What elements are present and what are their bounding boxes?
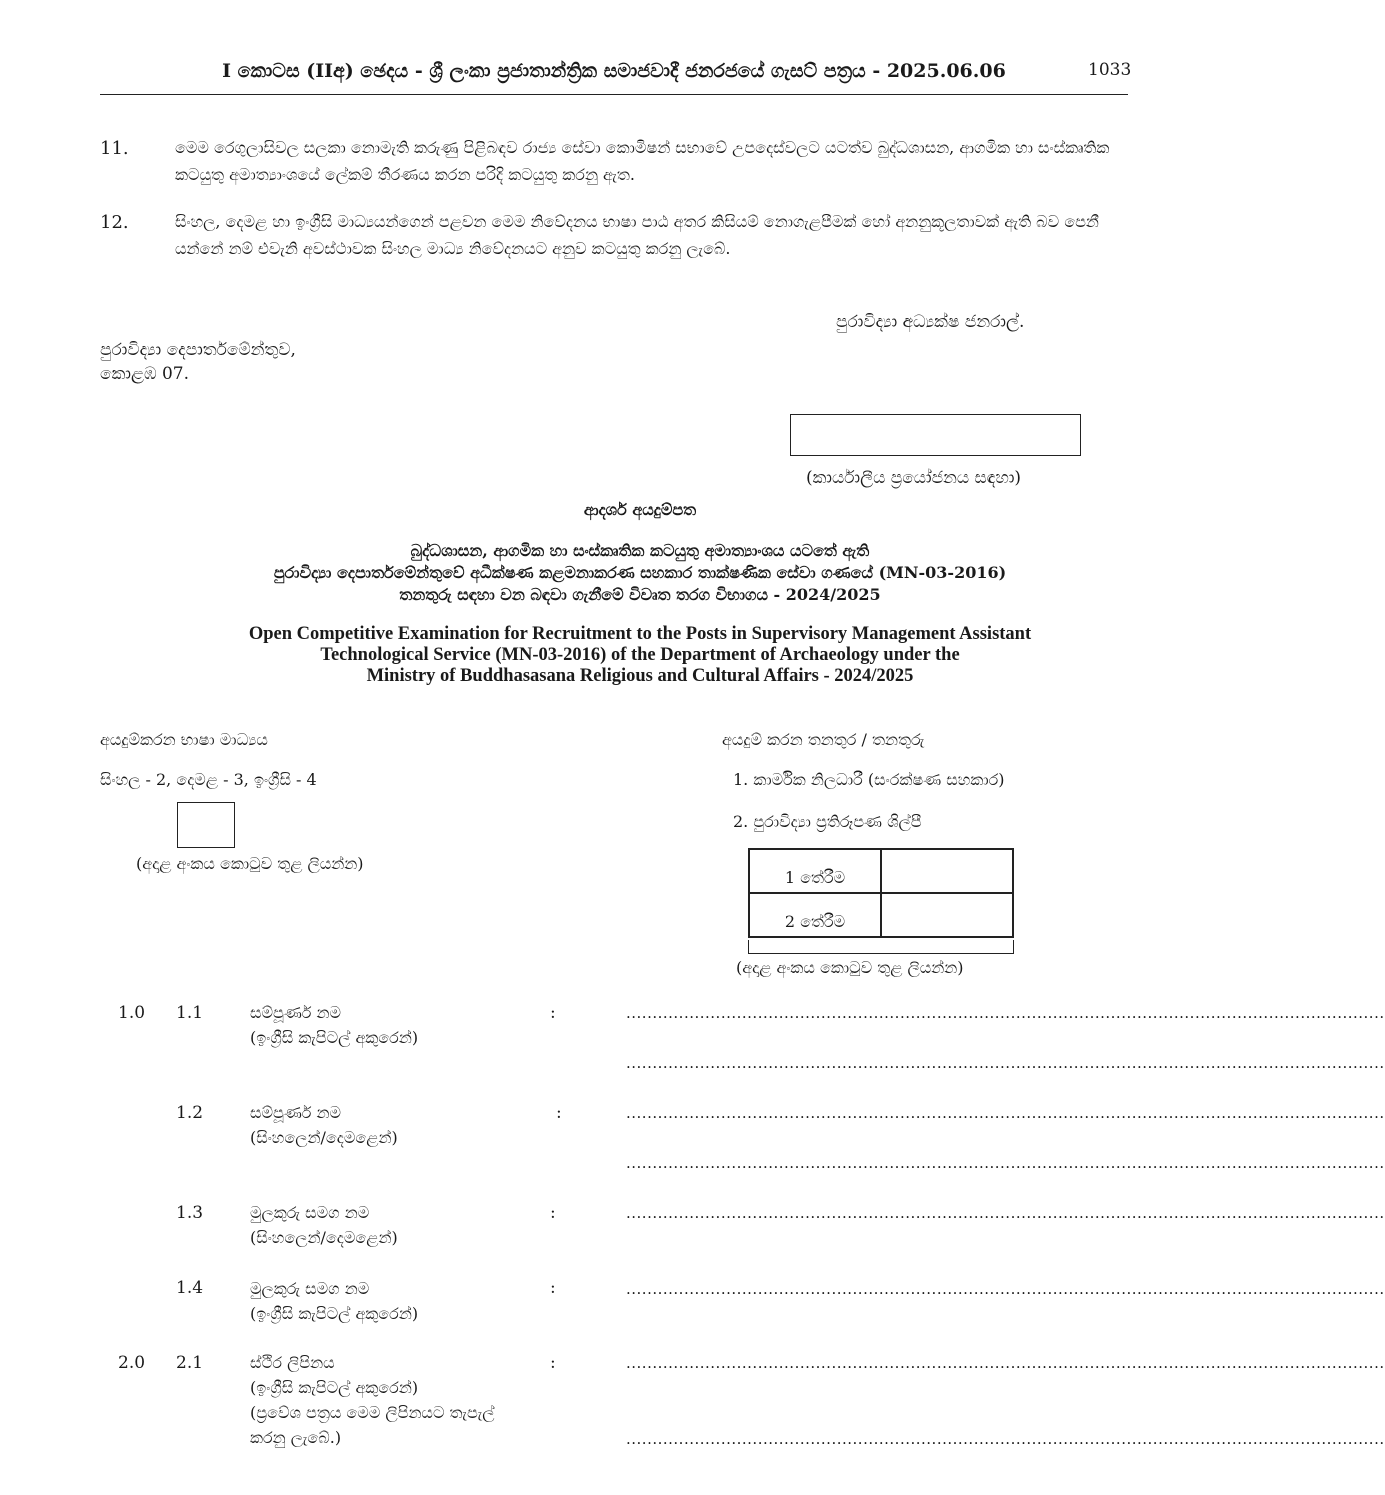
field-1-3-input-line[interactable]: ................................................................................................................................................	[626, 1204, 1385, 1222]
field-1-2-input-line-1[interactable]: ................................................................................................................................................	[626, 1104, 1385, 1122]
header-rule	[100, 94, 1128, 95]
choice-2-label: 2 තේරීම	[749, 893, 881, 937]
field-1-1-label-line-1: සම්පූර්ණ නම	[250, 1003, 342, 1022]
field-1-4-label	[250, 1276, 418, 1326]
choice-2-input[interactable]	[881, 893, 1013, 937]
language-options: සිංහල - 2, දෙමළ - 3, ඉංග්‍රීසි - 4	[100, 770, 317, 789]
field-1-1-input-line-1[interactable]: ................................................................................................................................................	[626, 1004, 1385, 1022]
language-entry-box[interactable]	[177, 802, 235, 848]
english-heading-line-3: Ministry of Buddhasasana Religious and Cultural Affairs - 2024/2025	[366, 666, 914, 686]
post-choice-table	[748, 848, 1014, 938]
address-line-1: පුරාවිද්‍යා දෙපාර්තමේන්තුව,	[100, 340, 296, 360]
field-2-1-number: 2.1	[176, 1353, 204, 1373]
clause-12-text: සිංහල, දෙමළ හා ඉංග්‍රීසි මාධ්‍යයන්ගෙන් පළවන මෙම නිවේදනය භාෂා පාඨ අතර කිසියම් නොගැළපීමක් හෝ අනනුකූලතාවක් ඇති බව පෙනී යන්නේ නම් එවැනි අවස්ථාවක සිංහල මාධ්‍ය නිවේදනයට අනුව කටයුතු කරනු ලැබේ.	[175, 212, 1099, 258]
field-1-4-label-line-2: (ඉංග්‍රීසි කැපිටල් අකුරෙන්)	[250, 1304, 419, 1323]
field-2-1-label-line-4: කරනු ලැබේ.)	[250, 1428, 342, 1447]
choice-row	[749, 849, 1013, 893]
address-line-2: කොළඹ 07.	[100, 364, 189, 384]
field-1-4-colon: :	[550, 1278, 556, 1298]
post-item-1: 1. කාර්මික නිලධාරී (සංරක්ෂණ සහකාර)	[733, 770, 1005, 789]
clause-12-number: 12.	[100, 212, 129, 233]
form-title: ආදර්ශ අයදුම්පත	[583, 500, 697, 519]
office-use-label: (කාර්යාලීය ප්‍රයෝජනය සඳහා)	[806, 468, 1022, 488]
language-label: අයදුම්කරන භාෂා මාධ්‍යය	[100, 730, 268, 749]
clause-11-number: 11.	[100, 138, 129, 159]
field-1-3-number: 1.3	[176, 1203, 204, 1223]
field-1-1-number: 1.1	[176, 1003, 204, 1023]
post-item-2: 2. පුරාවිද්‍යා ප්‍රතිරූපණ ශිල්පී	[733, 812, 922, 831]
field-2-1-label-line-1: ස්ථිර ලිපිනය	[250, 1353, 335, 1372]
choice-1-input[interactable]	[881, 849, 1013, 893]
english-heading-line-2: Technological Service (MN-03-2016) of the Department of Archaeology under the	[320, 645, 960, 665]
english-heading-line-1: Open Competitive Examination for Recruitment to the Posts in Supervisory Management Assistant	[248, 624, 1032, 644]
choice-row	[749, 893, 1013, 937]
field-1-1-label-line-2: (ඉංග්‍රීසි කැපිටල් අකුරෙන්)	[250, 1028, 419, 1047]
field-1-1-label	[250, 1000, 418, 1050]
section-1-number: 1.0	[118, 1003, 146, 1023]
choice-1-label: 1 තේරීම	[749, 849, 881, 893]
field-2-1-label-line-2: (ඉංග්‍රීසි කැපිටල් අකුරෙන්)	[250, 1378, 419, 1397]
field-1-2-label	[250, 1100, 398, 1150]
sinhala-heading-line-2: පුරාවිද්‍යා දෙපාර්තමේන්තුවේ අධීක්ෂණ කළමනාකරණ සහකාර තාක්ෂණික සේවා ගණයේ (MN-03-2016)	[273, 563, 1007, 582]
field-1-3-colon: :	[550, 1203, 556, 1223]
field-1-2-input-line-2[interactable]: ................................................................................................................................................	[626, 1154, 1385, 1172]
field-1-3-label-line-1: මුලකුරු සමග නම	[250, 1203, 370, 1222]
sinhala-heading	[120, 540, 1160, 606]
english-heading	[120, 624, 1160, 687]
clause-11-text: මෙම රෙගුලාසිවල සලකා නොමැති කරුණු පිළිබඳව රාජ්‍ය සේවා කොමිෂන් සභාවේ උපදෙස්වලට යටත්ව බුද්ධශාසන, ආගමික හා සංස්කෘතික කටයුතු අමාත්‍යාංශයේ ලේකම් තීරණය කරන පරිදි කටයුතු කරනු ඇත.	[175, 138, 1110, 184]
signatory-title: පුරාවිද්‍යා අධ්‍යක්ෂ ජනරාල්.	[836, 312, 1025, 332]
field-1-2-colon: :	[556, 1103, 562, 1123]
field-1-4-number: 1.4	[176, 1278, 204, 1298]
gazette-header-title: I කොටස (IIඅ) ඡෙදය - ශ්‍රී ලංකා ප්‍රජාතාන්ත්‍රික සමාජවාදී ජනරජයේ ගැසට් පත්‍රය - 2025.06.06	[222, 60, 1006, 82]
posts-label: අයදුම් කරන තනතුර / තනතුරු	[722, 730, 925, 749]
field-1-1-input-line-2[interactable]: ................................................................................................................................................	[626, 1054, 1385, 1072]
sinhala-heading-line-3: තනතුරු සඳහා වන බඳවා ගැනීමේ විවෘත තරග විභාගය - 2024/2025	[399, 585, 881, 604]
field-1-4-input-line[interactable]: ................................................................................................................................................	[626, 1280, 1385, 1298]
office-use-box[interactable]	[790, 414, 1081, 456]
field-2-1-label-line-3: (ප්‍රවේශ පත්‍රය මෙම ලිපිනයට තැපැල්	[250, 1403, 495, 1422]
field-2-1-input-line-1[interactable]: ................................................................................................................................................	[626, 1354, 1385, 1372]
field-1-4-label-line-1: මුලකුරු සමග නම	[250, 1279, 370, 1298]
field-2-1-input-line-2[interactable]: ................................................................................................................................................	[626, 1430, 1385, 1448]
section-2-number: 2.0	[118, 1353, 146, 1373]
language-hint: (අදාළ අංකය කොටුව තුළ ලියන්න)	[136, 854, 364, 873]
choice-table-underline	[748, 940, 1014, 954]
field-1-2-label-line-1: සම්පූර්ණ නම	[250, 1103, 342, 1122]
field-1-3-label	[250, 1200, 398, 1250]
field-1-2-label-line-2: (සිංහලෙන්/දෙමළෙන්)	[250, 1128, 398, 1147]
field-1-1-colon: :	[550, 1003, 556, 1023]
field-2-1-label	[250, 1350, 495, 1450]
posts-hint: (අදාළ අංකය කොටුව තුළ ලියන්න)	[736, 958, 964, 977]
field-1-3-label-line-2: (සිංහලෙන්/දෙමළෙන්)	[250, 1228, 398, 1247]
field-1-2-number: 1.2	[176, 1103, 204, 1123]
page-number: 1033	[1088, 60, 1132, 80]
field-2-1-colon: :	[550, 1353, 556, 1373]
sinhala-heading-line-1: බුද්ධශාසන, ආගමික හා සංස්කෘතික කටයුතු අමාත්‍යාංශය යටතේ ඇති	[410, 541, 870, 560]
